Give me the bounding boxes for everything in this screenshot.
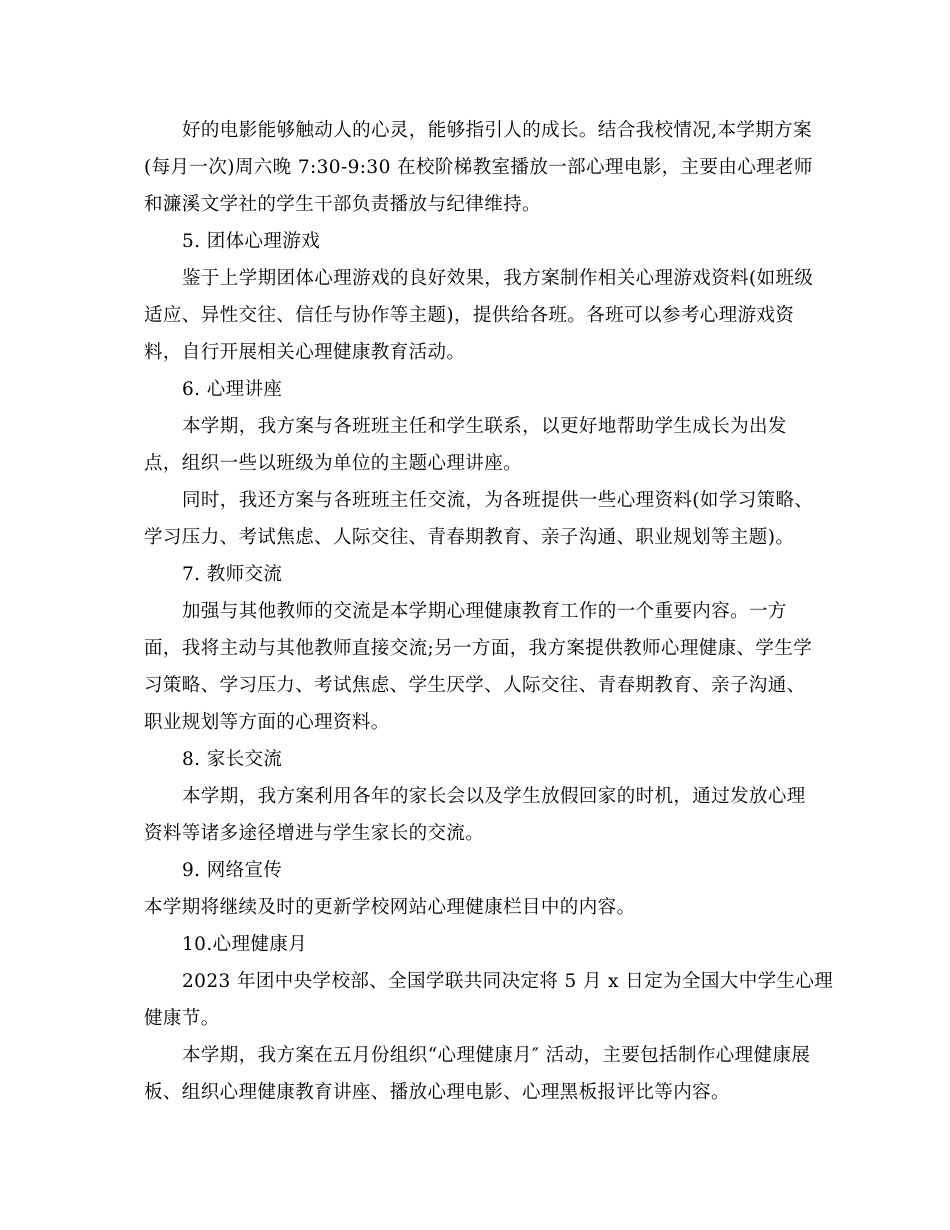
paragraph-line: 面，我将主动与其他教师直接交流;另一方面，我方案提供教师心理健康、学生学 <box>144 638 813 659</box>
section-heading: 6. 心理讲座 <box>182 379 283 400</box>
paragraph-line: 鉴于上学期团体心理游戏的良好效果，我方案制作相关心理游戏资料(如班级 <box>182 268 814 289</box>
paragraph-line: 点，组织一些以班级为单位的主题心理讲座。 <box>144 453 523 474</box>
section-heading: 9. 网络宣传 <box>182 860 283 881</box>
section-heading: 5. 团体心理游戏 <box>182 231 321 252</box>
section-heading: 7. 教师交流 <box>182 564 283 585</box>
paragraph-line: (每月一次)周六晚 7:30-9:30 在校阶梯教室播放一部心理电影，主要由心理老师 <box>144 157 813 178</box>
paragraph-line: 和濂溪文学社的学生干部负责播放与纪律维持。 <box>144 194 541 215</box>
paragraph-line: 学习压力、考试焦虑、人际交往、青春期教育、亲子沟通、职业规划等主题)。 <box>144 527 795 548</box>
paragraph-line: 本学期，我方案在五月份组织“心理健康月″ 活动，主要包括制作心理健康展 <box>182 1045 811 1066</box>
paragraph-line: 同时，我还方案与各班班主任交流，为各班提供一些心理资料(如学习策略、 <box>182 490 814 511</box>
paragraph-line: 职业规划等方面的心理资料。 <box>144 712 390 733</box>
paragraph-line: 适应、异性交往、信任与协作等主题)，提供给各班。各班可以参考心理游戏资 <box>144 305 795 326</box>
paragraph-line: 本学期，我方案与各班班主任和学生联系，以更好地帮助学生成长为出发 <box>182 416 787 437</box>
paragraph-line: 2023 年团中央学校部、全国学联共同决定将 5 月 x 日定为全国大中学生心理 <box>182 971 834 992</box>
paragraph-line: 加强与其他教师的交流是本学期心理健康教育工作的一个重要内容。一方 <box>182 601 787 622</box>
paragraph-line: 习策略、学习压力、考试焦虑、学生厌学、人际交往、青春期教育、亲子沟通、 <box>144 675 806 696</box>
section-heading: 10.心理健康月 <box>182 934 308 955</box>
section-heading: 8. 家长交流 <box>182 749 283 770</box>
paragraph-line: 资料等诸多途径增进与学生家长的交流。 <box>144 823 485 844</box>
paragraph-line: 健康节。 <box>144 1008 220 1029</box>
paragraph-line: 本学期，我方案利用各年的家长会以及学生放假回家的时机，通过发放心理 <box>182 786 806 807</box>
paragraph-line: 板、组织心理健康教育讲座、播放心理电影、心理黑板报评比等内容。 <box>144 1082 730 1103</box>
paragraph-line: 本学期将继续及时的更新学校网站心理健康栏目中的内容。 <box>144 897 636 918</box>
paragraph-line: 料，自行开展相关心理健康教育活动。 <box>144 342 466 363</box>
paragraph-line: 好的电影能够触动人的心灵，能够指引人的成长。结合我校情况,本学期方案 <box>182 120 812 141</box>
